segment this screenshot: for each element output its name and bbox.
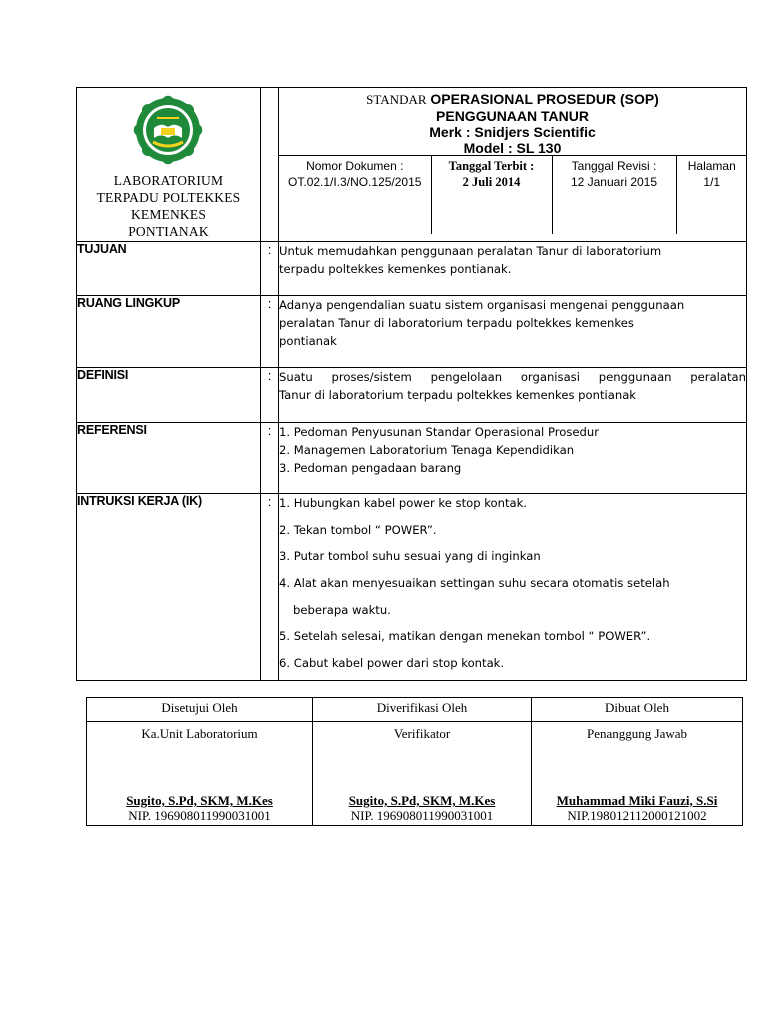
- page-number: Halaman 1/1: [687, 159, 736, 189]
- signatory-name: Sugito, S.Pd, SKM, M.Kes: [348, 793, 496, 808]
- signatory-nip: NIP.198012112000121002: [567, 808, 707, 823]
- sop-table: [76, 87, 747, 681]
- approved-by-header: Disetujui Oleh: [87, 698, 313, 722]
- referensi-list: [279, 423, 747, 494]
- revision-date: Tanggal Revisi : 12 Januari 2015: [552, 156, 676, 234]
- approval-table: [86, 697, 743, 826]
- maker-cell: Penanggung Jawab Muhammad Miki Fauzi, S.Si NIP.198012112000121002: [532, 722, 743, 826]
- list-item: 2. Tekan tombol “ POWER”.: [279, 522, 437, 537]
- list-item: 3. Putar tombol suhu sesuai yang di inginkan: [279, 549, 541, 564]
- list-item: 1. Pedoman Penyusunan Standar Operasional Prosedur: [279, 425, 599, 439]
- tujuan-label: TUJUAN: [77, 242, 261, 296]
- row-referensi: REFERENSI : 1. Pedoman Penyusunan Standar Operasional Prosedur 2. Managemen Laboratorium Tenaga Kependidikan 3. Pedoman pengadaan barang: [77, 423, 747, 494]
- poltekkes-logo-icon: [123, 90, 213, 170]
- title-cell: [279, 88, 747, 242]
- sop-title: STANDAR OPERASIONAL PROSEDUR (SOP) PENGGUNAAN TANUR Merk : Snidjers Scientific Model : SL 130: [279, 88, 746, 156]
- list-item: 3. Pedoman pengadaan barang: [279, 461, 462, 475]
- list-item: 6. Cabut kabel power dari stop kontak.: [279, 656, 505, 671]
- signatory-nip: NIP. 196908011990031001: [128, 808, 271, 823]
- signatory-name: Muhammad Miki Fauzi, S.Si: [556, 793, 718, 808]
- referensi-label: REFERENSI: [77, 423, 261, 494]
- approver-cell: Ka.Unit Laboratorium Sugito, S.Pd, SKM, M.Kes NIP. 196908011990031001: [87, 722, 313, 826]
- issue-date: Tanggal Terbit : 2 Juli 2014: [431, 156, 552, 234]
- list-item: 4. Alat akan menyesuaikan settingan suhu secara otomatis setelah: [279, 576, 670, 591]
- signatory-name: Sugito, S.Pd, SKM, M.Kes: [126, 793, 273, 808]
- row-instruksi-kerja: INTRUKSI KERJA (IK) : 1. Hubungkan kabel power ke stop kontak. 2. Tekan tombol “ POWER”. 3. Putar tombol suhu sesuai yang di inginkan 4. Alat akan menyesuaikan settingan suhu secara otomatis setelah beberapa waktu. 5. Setelah selesai, matikan dengan menekan tombol “ POWER”. 6. Cabut kabel power dari stop kontak.: [77, 494, 747, 681]
- row-tujuan: TUJUAN : Untuk memudahkan penggunaan peralatan Tanur di laboratorium terpadu poltekkes kemenkes pontianak.: [77, 242, 747, 296]
- definisi-text: Suatu proses/sistem pengelolaan organisasi penggunaan peralatan Tanur di laboratorium terpadu poltekkes kemenkes pontianak: [279, 368, 747, 423]
- verified-by-header: Diverifikasi Oleh: [313, 698, 532, 722]
- document-number: Nomor Dokumen : OT.02.1/I.3/NO.125/2015: [279, 156, 431, 234]
- definisi-label: DEFINISI: [77, 368, 261, 423]
- list-item: 1. Hubungkan kabel power ke stop kontak.: [279, 496, 528, 510]
- ruang-lingkup-label: RUANG LINGKUP: [77, 296, 261, 368]
- verifier-cell: Verifikator Sugito, S.Pd, SKM, M.Kes NIP. 196908011990031001: [313, 722, 532, 826]
- instruksi-kerja-label: INTRUKSI KERJA (IK): [77, 494, 261, 681]
- instruksi-kerja-list: [279, 494, 747, 681]
- list-item: 5. Setelah selesai, matikan dengan menekan tombol “ POWER”.: [279, 629, 651, 644]
- list-item: 2. Managemen Laboratorium Tenaga Kependidikan: [279, 443, 575, 457]
- made-by-header: Dibuat Oleh: [532, 698, 743, 722]
- institution-cell: [77, 88, 261, 242]
- signatory-nip: NIP. 196908011990031001: [350, 808, 494, 823]
- document-meta: [279, 156, 747, 234]
- row-ruang-lingkup: RUANG LINGKUP : Adanya pengendalian suatu sistem organisasi mengenai penggunaan peralatan Tanur di laboratorium terpadu poltekkes kemenkes pontianak: [77, 296, 747, 368]
- list-item: beberapa waktu.: [293, 602, 391, 617]
- header-spacer-cell: [261, 88, 279, 242]
- row-definisi: DEFINISI : Suatu proses/sistem pengelolaan organisasi penggunaan peralatan Tanur di laboratorium terpadu poltekkes kemenkes pontianak: [77, 368, 747, 423]
- ruang-lingkup-text: Adanya pengendalian suatu sistem organisasi mengenai penggunaan peralatan Tanur di laboratorium terpadu poltekkes kemenkes pontianak: [279, 296, 747, 368]
- tujuan-text: Untuk memudahkan penggunaan peralatan Tanur di laboratorium terpadu poltekkes kemenkes pontianak.: [279, 242, 747, 296]
- lab-name: LABORATORIUM TERPADU POLTEKKES KEMENKES PONTIANAK: [96, 173, 241, 239]
